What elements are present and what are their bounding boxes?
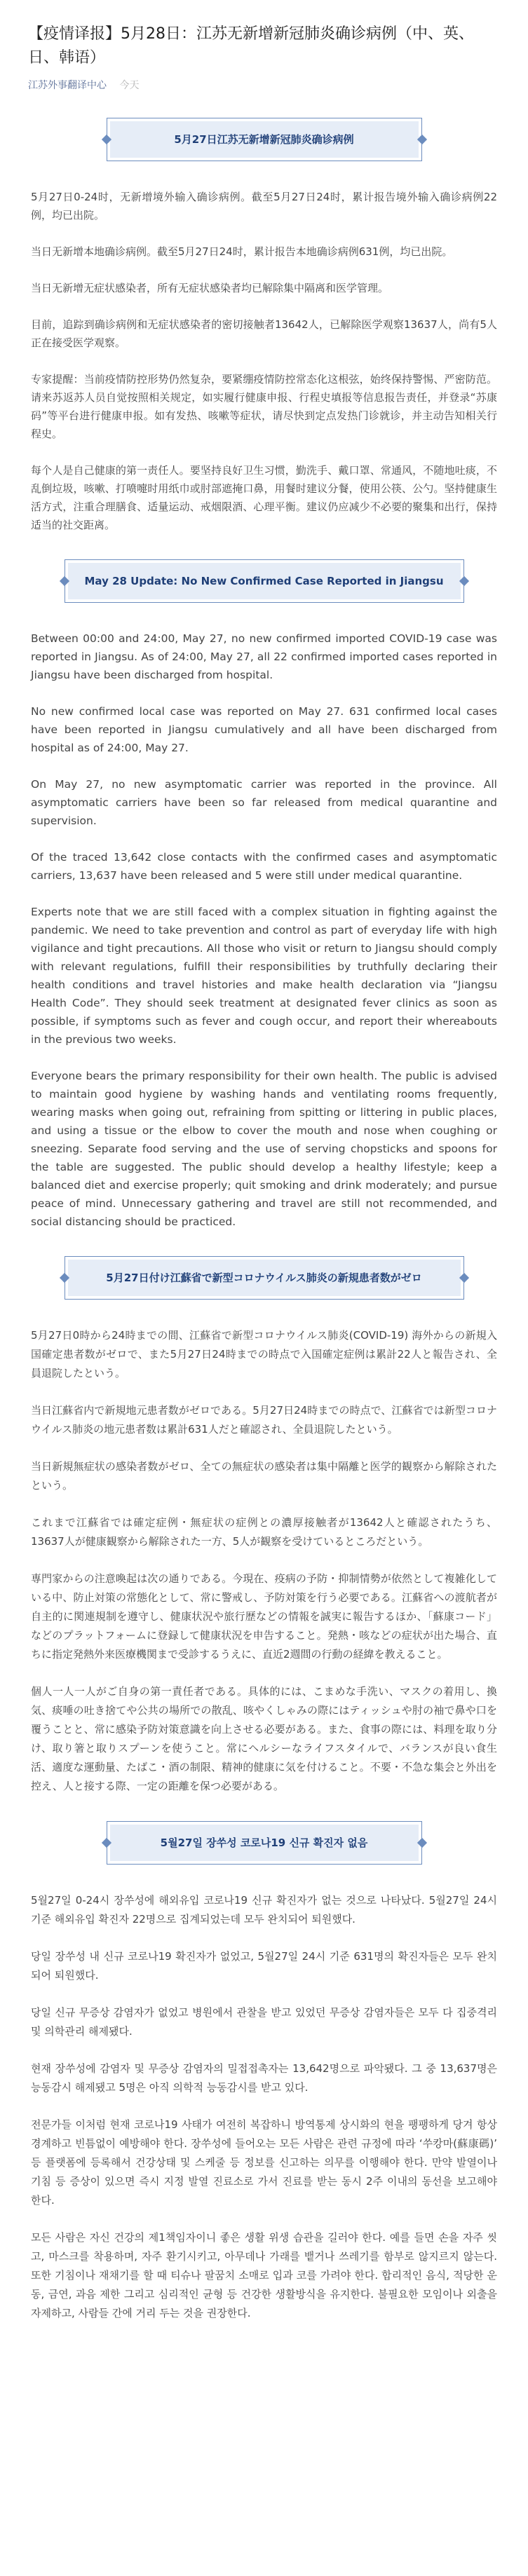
paragraph-en-2: No new confirmed local case was reported on May 27. 631 confirmed local cases have been reported in Jiangsu cumulatively and all have been discharged from hospital as of 24:00, May 27. — [31, 705, 497, 754]
section-english — [0, 559, 528, 1231]
paragraph-en-3: On May 27, no new asymptomatic carrier was reported in the province. All asymptomatic carriers have been so far released from medical quarantine and supervision. — [31, 778, 497, 827]
paragraph-zh-2: 当日无新增本地确诊病例。截至5月27日24时，累计报告本地确诊病例631例，均已出院。 — [31, 245, 453, 258]
section-banner-en — [65, 559, 464, 603]
paragraph-ja-4: これまで江蘇省では確定症例・無症状の症例との濃厚接触者が13642人と確認されたうち、13637人が健康観察から解除された一方、5人が観察を受けているところだという。 — [31, 1516, 497, 1548]
paragraph-ja-6: 個人一人一人がご自身の第一責任者である。具体的には、こまめな手洗い、マスクの着用し、換気、痰唾の吐き捨てや公共の場所での散乱、咳やくしゃみの際にはティッシュや肘の袖で鼻や口を覆うことと、常に感染予防対策意識を向上させる必要がある。また、食事の際には、料理を取り分け、取り箸と取りスプーンを使うこと。常にヘルシーなライフスタイルで、バランスが良い食生活、適度な運動量、たばこ・酒の制限、精神的健康に気を付けること。不要・不急な集会と外出を控え、人と接する際、一定の距離を保つ必要がある。 — [31, 1685, 497, 1792]
banner-title-en: May 28 Update: No New Confirmed Case Reported in Jiangsu — [68, 563, 461, 599]
account-name-link[interactable]: 江苏外事翻译中心 — [28, 80, 107, 91]
banner-title-zh: 5月27日江苏无新增新冠肺炎确诊病例 — [110, 121, 419, 158]
section-japanese — [0, 1256, 528, 1796]
publish-date: 今天 — [119, 80, 140, 91]
paragraph-ko-5: 전문가들 이처럼 현재 코로나19 사태가 여전히 복잡하니 방역통제 상시화의 현을 팽팽하게 당겨 항상 경계하고 빈틈없이 예방해야 한다. 장쑤성에 들어오는 모든 사람은 관련 규정에 따라 ‘쑤캉마(蘇康碼)’ 등 플랫폼에 등록해서 건강상태 및 스케줄 등 정보를 신고하는 의무를 이행해야 한다. 만약 발열이나 기침 등 증상이 있으면 즉시 지정 발열 진료소로 가서 진료를 받는 동시 2주 이내의 동선을 보고해야 한다. — [31, 2118, 497, 2207]
paragraph-zh-1: 5月27日0-24时，无新增境外输入确诊病例。截至5月27日24时，累计报告境外输入确诊病例22例，均已出院。 — [31, 191, 497, 222]
section-banner-ko — [107, 1821, 422, 1865]
paragraph-zh-5: 专家提醒：当前疫情防控形势仍然复杂，要紧绷疫情防控常态化这根弦，始终保持警惕、严密防范。请来苏返苏人员自觉按照相关规定，如实履行健康申报、行程史填报等信息报告责任，并登录“苏康码”等平台进行健康申报。如有发热、咳嗽等症状，请尽快到定点发热门诊就诊，并主动告知相关行程史。 — [31, 373, 497, 440]
paragraph-ja-3: 当日新規無症状の感染者数がゼロ、全ての無症状の感染者は集中隔離と医学的観察から解除されたという。 — [31, 1460, 497, 1492]
paragraph-en-5: Experts note that we are still faced with a complex situation in fighting against the pandemic. We need to take prevention and control as part of everyday life with high vigilance and tight precautions. All those who visit or return to Jiangsu should comply with relevant regulations, fulfill their responsibilities by truthfully declaring their health conditions and travel histories and make health declaration via “Jiangsu Health Code”. They should seek treatment at designated fever clinics as soon as possible, if symptoms such as fever and cough occur, and report their whereabouts in the previous two weeks. — [31, 906, 497, 1046]
article-title: 【疫情译报】5月28日：江苏无新增新冠肺炎确诊病例（中、英、日、韩语） — [28, 25, 474, 67]
paragraph-ja-2: 当日江蘇省内で新規地元患者数がゼロである。5月27日24時までの時点で、江蘇省では新型コロナウイルス肺炎の地元患者数は累計631人だと確認され、全員退院したという。 — [31, 1404, 497, 1436]
paragraph-ko-3: 당일 신규 무증상 감염자가 없었고 병원에서 관찰을 받고 있었던 무증상 감염자들은 모두 다 집중격리 및 의학관리 해제됐다. — [31, 2006, 497, 2038]
paragraph-zh-4: 目前，追踪到确诊病例和无症状感染者的密切接触者13642人，已解除医学观察13637人，尚有5人正在接受医学观察。 — [31, 318, 497, 349]
paragraph-en-1: Between 00:00 and 24:00, May 27, no new confirmed imported COVID-19 case was reported in Jiangsu. As of 24:00, May 27, all 22 confirmed imported cases reported in Jiangsu have been discharged from hospital. — [31, 632, 497, 681]
section-banner-ja — [65, 1256, 464, 1300]
section-korean — [0, 1821, 528, 2323]
paragraph-ja-5: 専門家からの注意喚起は次の通りである。今現在、疫病の予防・抑制情勢が依然として複雑化している中、防止対策の常態化として、常に警戒し、予防対策を行う必要である。江蘇省への渡航者が自主的に関連規制を遵守し、健康状況や旅行歴などの情報を誠実に報告するほか、「蘇康コード」などのプラットフォームに登録して健康状況を申告すること。発熱・咳などの症状が出た場合、直ちに指定発熱外来医療機関まで受診するうえに、直近2週間の行動の経緯を教えること。 — [31, 1572, 497, 1661]
paragraph-zh-6: 每个人是自己健康的第一责任人。要坚持良好卫生习惯，勤洗手、戴口罩、常通风，不随地吐痰，不乱倒垃圾，咳嗽、打喷嚏时用纸巾或肘部遮掩口鼻，用餐时建议分餐，使用公筷、公勺。坚持健康生活方式，注重合理膳食、适量运动、戒烟限酒、心理平衡。建议仍应减少不必要的聚集和出行，保持适当的社交距离。 — [31, 464, 497, 531]
banner-title-ja: 5月27日付け江蘇省で新型コロナウイルス肺炎の新規患者数がゼロ — [68, 1260, 461, 1296]
paragraph-zh-3: 当日无新增无症状感染者，所有无症状感染者均已解除集中隔离和医学管理。 — [31, 282, 389, 294]
section-banner-zh — [107, 118, 422, 161]
paragraph-en-6: Everyone bears the primary responsibility for their own health. The public is advised to maintain good hygiene by washing hands and ventilating rooms frequently, wearing masks when going out, refraining from spitting or littering in public places, and using a tissue or the elbow to cover the mouth and nose when coughing or sneezing. Separate food serving and the use of serving chopsticks and spoons for the table are suggested. The public should develop a healthy lifestyle; keep a balanced diet and exercise properly; quit smoking and drink moderately; and pursue peace of mind. Unnecessary gathering and travel are still not recommended, and social distancing should be practiced. — [31, 1070, 497, 1228]
article-header — [0, 0, 528, 93]
article-meta — [28, 79, 500, 93]
paragraph-en-4: Of the traced 13,642 close contacts with the confirmed cases and asymptomatic carriers, 13,637 have been released and 5 were still under medical quarantine. — [31, 851, 497, 882]
banner-title-ko: 5월27일 장쑤성 코로나19 신규 확진자 없음 — [110, 1825, 419, 1861]
section-chinese — [0, 118, 528, 534]
paragraph-ko-1: 5월27일 0-24시 장쑤성에 해외유입 코로나19 신규 확진자가 없는 것으로 나타났다. 5월27일 24시 기준 해외유입 확진자 22명으로 집계되었는데 모두 완치되어 퇴원했다. — [31, 1894, 497, 1926]
paragraph-ko-2: 당일 장쑤성 내 신규 코로나19 확진자가 없었고, 5월27일 24시 기준 631명의 확진자들은 모두 완치되어 퇴원했다. — [31, 1950, 497, 1982]
paragraph-ja-1: 5月27日0時から24時までの間、江蘇省で新型コロナウイルス肺炎(COVID-19) 海外からの新規入国確定患者数がゼロで、また5月27日24時までの時点で入国確定症例は累計22人と報告され、全員退院したという。 — [31, 1329, 497, 1379]
paragraph-ko-4: 현재 장쑤성에 감염자 및 무증상 감염자의 밀접접촉자는 13,642명으로 파악됐다. 그 중 13,637명은 능동감시 해제됐고 5명은 아직 의학적 능동감시를 받고 있다. — [31, 2062, 497, 2094]
paragraph-ko-6: 모든 사람은 자신 건강의 제1책임자이니 좋은 생활 위생 습관을 길러야 한다. 예를 들면 손을 자주 씻고, 마스크를 착용하며, 자주 환기시키고, 아무데나 가래를 뱉거나 쓰레기를 함부로 않지르지 않는다. 또한 기침이나 재채기를 할 때 티슈나 팔꿈치 소매로 입과 코를 가려야 한다. 합리적인 음식, 적당한 운동, 금연, 과음 제한 그리고 심리적인 균형 등 건강한 생활방식을 유지한다. 불필요한 모임이나 외출을 자제하고, 사람들 간에 거리 두는 것을 권장한다. — [31, 2231, 497, 2319]
